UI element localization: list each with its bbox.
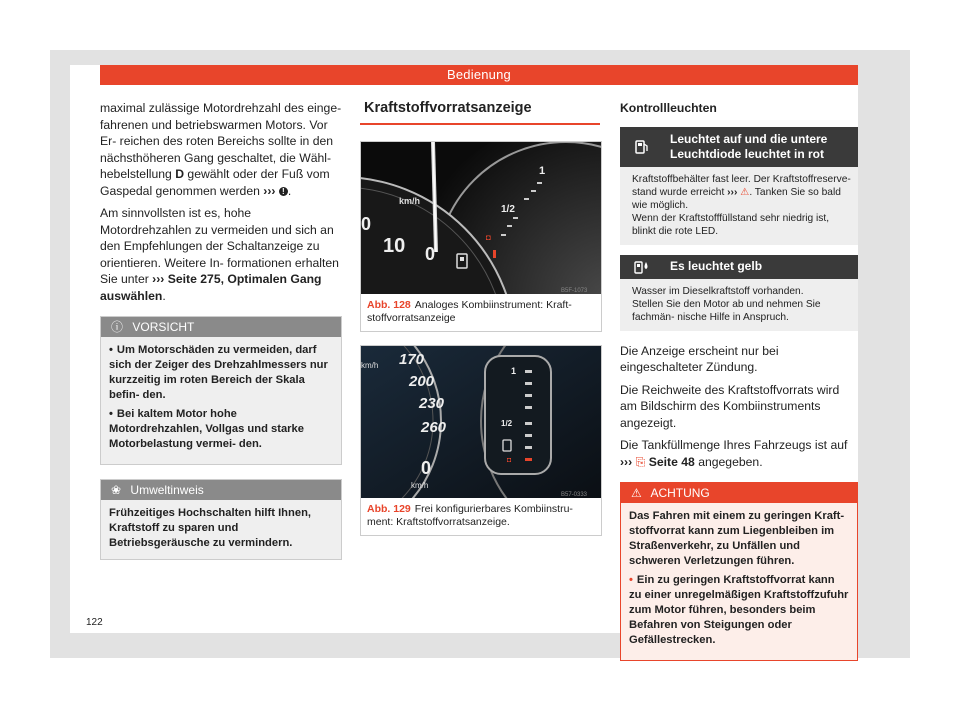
svg-text:170: 170 (399, 350, 425, 368)
list-item: • Ein zu geringen Kraftstoffvorrat kann zu einer unregelmäßigen Kraftstoffzufuhr zum Motor führen, besonders beim Befahren von Steigungen oder Gefällestrecken. (629, 574, 849, 646)
column-left (100, 100, 342, 560)
water-in-fuel-icon (634, 259, 650, 275)
reference-arrow: ››› (727, 186, 738, 198)
reference-arrow: ››› (620, 454, 633, 469)
svg-text:1: 1 (511, 365, 517, 376)
digital-gauge-image (361, 346, 601, 498)
svg-text:1/2: 1/2 (501, 418, 513, 428)
svg-text:230: 230 (419, 394, 445, 412)
link-seite-275[interactable]: Seite 275, Optimalen Gang auswählen (100, 272, 322, 303)
umwelt-box: ❀ Umweltinweis Frühzeitiges Hochschalten hilft Ihnen, Kraftstoff zu sparen und Betriebsgeräusche zu vermindern. (100, 479, 342, 560)
book-link-icon: ⎘ (635, 454, 646, 469)
page-number: 122 (86, 617, 103, 628)
vorsicht-box (100, 316, 342, 465)
analog-gauge-image (361, 142, 601, 294)
column-middle (360, 100, 600, 536)
paragraph-recommendation: Am sinnvollsten ist es, hohe Motordrehzahlen zu vermeiden und sich an den Empfehlungen der Schaltanzeige zu orientieren. Weitere In- formationen erhalten Sie unter ››› Seite 275, Optimalen Gang auswählen. (100, 206, 339, 303)
svg-text:B5F-1073: B5F-1073 (561, 287, 588, 294)
warning-lamp-red: Leuchtet auf und die untere Leuchtdiode leuchtet in rot Kraftstoffbehälter fast leer. Der Kraftstoffreserve- stand wurde erreicht ››› ⚠. Tanken Sie so bald wie möglich. Wenn der Kraftstofffüllstand sehr niedrig ist, blinkt die rote LED. (620, 127, 858, 245)
figure-caption: Abb. 128 Analoges Kombiinstrument: Kraft- stoffvorratsanzeige (367, 298, 572, 324)
section-subheading: Kontrollleuchten (620, 101, 717, 115)
fuel-pump-icon (634, 139, 650, 155)
list-item: • Bei kaltem Motor hohe Motordrehzahlen, Vollgas und starke Motorbelastung vermei- den. (109, 408, 304, 450)
figure-128 (360, 141, 602, 332)
svg-text:km/h: km/h (411, 480, 429, 490)
svg-text:0: 0 (361, 213, 372, 234)
list-item: • Um Motorschäden zu vermeiden, darf sich der Zeiger des Drehzahlmessers nur kurzzeitig im roten Bereich der Skala befin- den. (109, 344, 328, 401)
figure-129 (360, 345, 602, 536)
warning-triangle-icon: ⚠ (631, 486, 642, 500)
svg-text:260: 260 (421, 418, 447, 436)
paragraph-rpm: maximal zulässige Motordrehzahl des einge- fahrenen und betriebswarmen Motors. Vor Er- reichen des roten Bereichs sollte in den nächsthöheren Gang geschaltet, die Wähl- hebelstellung D gewählt oder der Fuß vom Gaspedal genommen werden ››› ! . (100, 101, 342, 198)
svg-text:200: 200 (409, 372, 435, 390)
svg-text:B57-0333: B57-0333 (561, 491, 588, 498)
figure-caption: Abb. 129 Frei konfigurierbares Kombiinstru- ment: Kraftstoffvorratsanzeige. (367, 502, 573, 528)
section-heading: Kraftstoffvorratsanzeige (360, 100, 600, 125)
achtung-box: ⚠ ACHTUNG Das Fahren mit einem zu geringen Kraft- stoffvorrat kann zum Liegenbleiben im Straßenverkehr, zu Unfällen und schweren Verletzungen führen. • Ein zu geringen Kraftstoffvorrat kann zu einer unregelmäßigen Kraftstoffzufuhr zum Motor führen, besonders beim Befahren von Steigungen oder Gefällestrecken. (620, 482, 858, 661)
svg-text:0: 0 (421, 457, 432, 478)
reference-arrow: ››› (263, 183, 276, 198)
column-right (620, 100, 858, 661)
achtung-header: ⚠ ACHTUNG (621, 483, 857, 503)
vorsicht-header: ⓘ VORSICHT (101, 317, 341, 337)
warning-triangle-icon: ⚠ (740, 186, 750, 198)
paragraph-ignition: Die Anzeige erscheint nur bei eingeschalteter Zündung. (620, 343, 779, 374)
umwelt-header: ❀ Umweltinweis (101, 480, 341, 500)
svg-text:0: 0 (425, 243, 436, 264)
reference-arrow: ››› (152, 272, 165, 286)
svg-text:◘: ◘ (486, 232, 491, 242)
paragraph-range: Die Reichweite des Kraftstoffvorrats wird am Bildschirm des Kombiinstruments angezeigt. (620, 382, 840, 430)
caution-icon: ⓘ (111, 320, 124, 334)
svg-text:◘: ◘ (507, 456, 512, 464)
leaf-icon: ❀ (111, 483, 122, 497)
link-seite-48[interactable]: Seite 48 (648, 454, 695, 469)
svg-text:km/h: km/h (399, 195, 421, 206)
warning-lamp-yellow: Es leuchtet gelb Wasser im Dieselkraftstoff vorhanden. Stellen Sie den Motor ab und nehmen Sie fachmän- nische Hilfe in Anspruch. (620, 255, 858, 331)
section-header: Bedienung (100, 65, 858, 85)
svg-text:1: 1 (539, 164, 546, 177)
paragraph-tank: Die Tankfüllmenge Ihres Fahrzeugs ist auf ››› ⎘ Seite 48 angegeben. (620, 438, 848, 469)
info-icon: ! (279, 187, 288, 196)
svg-text:1/2: 1/2 (501, 203, 515, 215)
svg-text:km/h: km/h (361, 360, 379, 370)
svg-text:10: 10 (383, 234, 406, 257)
